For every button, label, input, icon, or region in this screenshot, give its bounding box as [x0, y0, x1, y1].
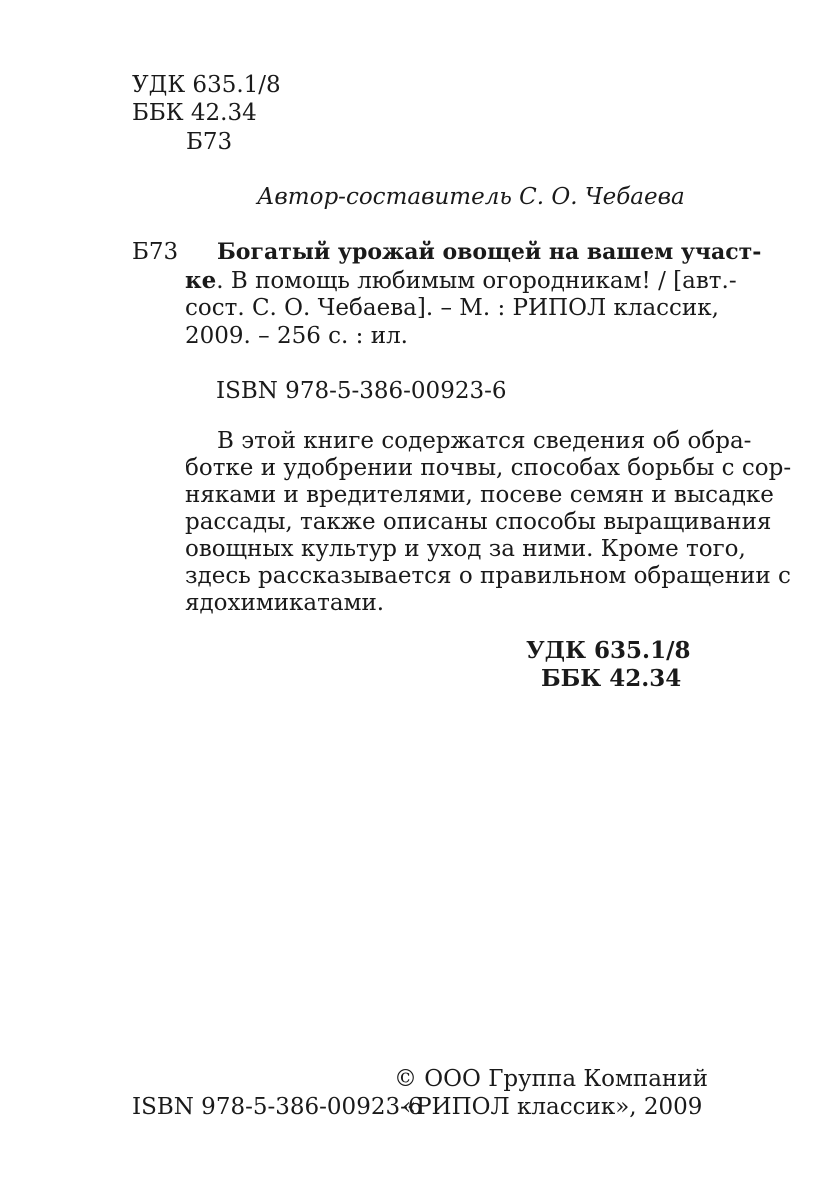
- annotation-line: В этой книге содержатся сведения об обра-: [217, 428, 752, 454]
- annotation-line: ядохимикатами.: [185, 590, 385, 616]
- entry-line-2: [185, 267, 737, 295]
- udk-code-bottom: УДК 635.1/8: [526, 637, 691, 664]
- entry-line-4: 2009. – 256 с. : ил.: [185, 323, 408, 349]
- entry-line-2-rest: . В помощь любимым огородникам! / [авт.-: [216, 268, 737, 294]
- isbn-entry: ISBN 978-5-386-00923-6: [216, 378, 507, 404]
- annotation-line: здесь рассказывается о правильном обращении с: [185, 563, 791, 589]
- author-mark: Б73: [186, 129, 233, 155]
- book-title-line-2: ке: [185, 267, 217, 294]
- annotation-line: ботке и удобрении почвы, способах борьбы с сор-: [185, 455, 792, 481]
- annotation-line: овощных культур и уход за ними. Кроме того,: [185, 536, 746, 562]
- entry-line-3: сост. С. О. Чебаева]. – М. : РИПОЛ классик,: [185, 295, 719, 321]
- copyright-line-2: «РИПОЛ классик», 2009: [402, 1094, 703, 1120]
- footer-isbn: ISBN 978-5-386-00923-6: [132, 1094, 423, 1120]
- author-line: Автор-составитель С. О. Чебаева: [257, 184, 685, 210]
- book-title-line-1: Богатый урожай овощей на вашем участ-: [217, 239, 762, 265]
- entry-author-mark: Б73: [132, 239, 179, 265]
- bbk-code: ББК 42.34: [132, 100, 257, 126]
- bbk-code-bottom: ББК 42.34: [541, 665, 682, 692]
- copyright-line-1: © ООО Группа Компаний: [394, 1066, 708, 1092]
- annotation-line: няками и вредителями, посеве семян и высадке: [185, 482, 774, 508]
- annotation-paragraph: [185, 428, 792, 617]
- annotation-line: рассады, также описаны способы выращивания: [185, 509, 772, 535]
- udk-code: УДК 635.1/8: [132, 72, 281, 98]
